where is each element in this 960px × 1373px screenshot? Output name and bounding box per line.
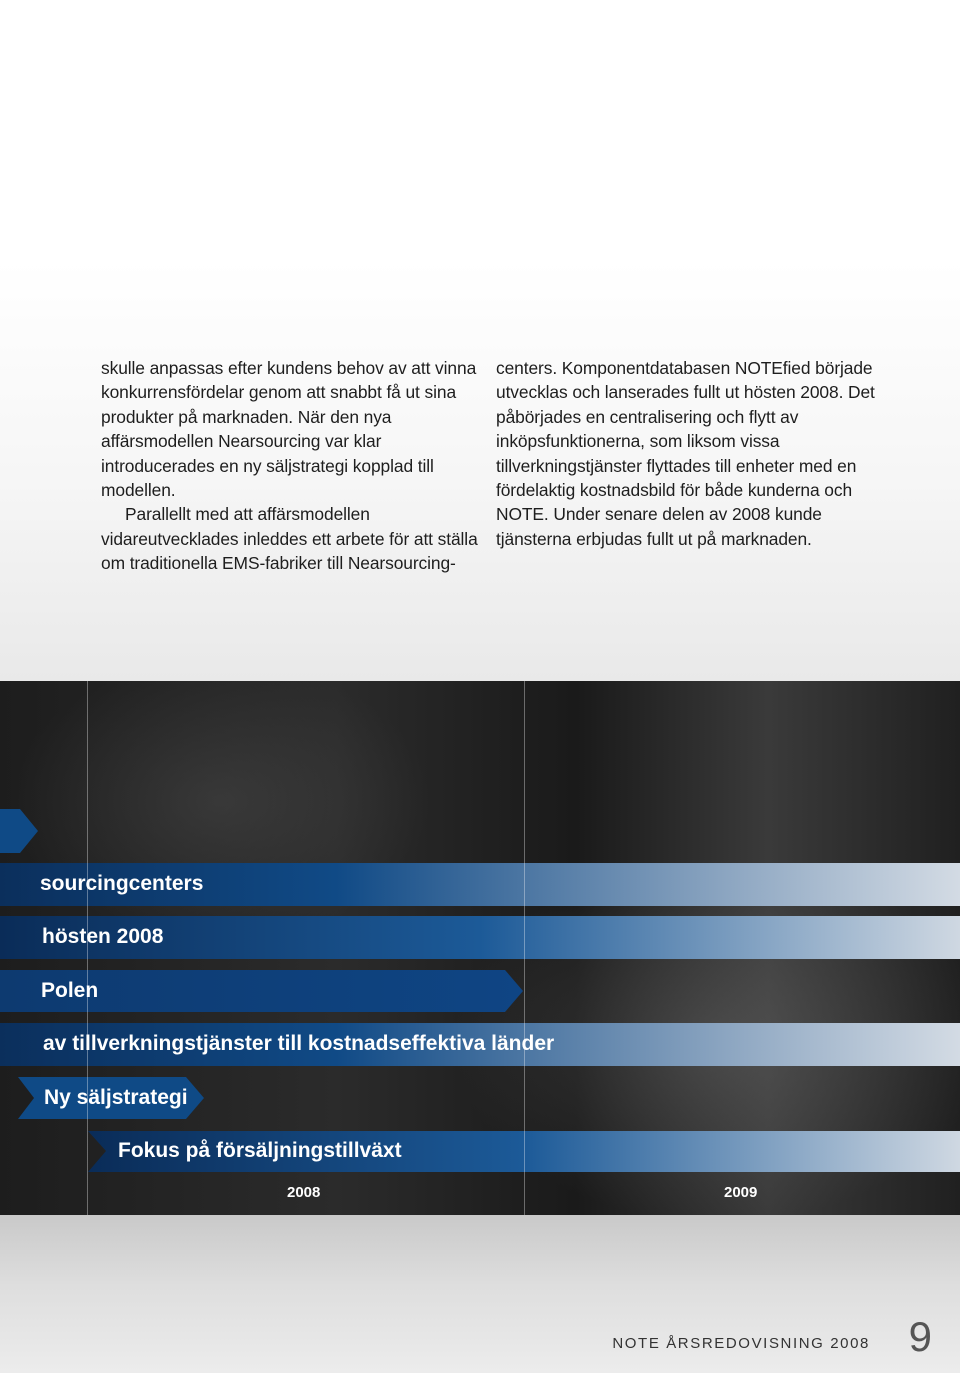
- report-title: NOTE ÅRSREDOVISNING 2008: [612, 1335, 870, 1352]
- paragraph: Parallellt med att affärsmodellen vidareutvecklades inleddes ett arbete för att ställa om traditionella EMS-fabriker till Nearsourcing-: [101, 504, 478, 574]
- band-label: av tillverkningstjänster till kostnadseffektiva länder: [43, 1032, 555, 1055]
- band-label: sourcingcenters: [40, 872, 204, 895]
- band-label: hösten 2008: [42, 925, 164, 948]
- page-number: 9: [908, 1313, 932, 1360]
- paragraph: centers. Komponentdatabasen NOTEfied började utvecklas och lanserades fullt ut hösten 2008. Det påbörjades en centralisering och flytt av inköpsfunktionerna, som liksom vissa tillverkningstjänster flyttades till enheter med en fördelaktig kostnadsbild för både kunderna och NOTE. Under senare delen av 2008 kunde tjänsterna erbjudas fullt ut på marknaden.: [496, 358, 875, 549]
- band-label: Fokus på försäljningstillväxt: [118, 1139, 402, 1162]
- year-label: 2008: [287, 1184, 321, 1201]
- text-column-right: [496, 356, 886, 551]
- arrow-tab: [0, 809, 38, 853]
- timeline-graphic: [0, 681, 960, 1215]
- timeline-divider: [524, 681, 525, 1215]
- band-label: Polen: [41, 979, 99, 1002]
- text-column-left: [101, 356, 481, 576]
- paragraph: skulle anpassas efter kundens behov av att vinna konkurrensfördelar genom att snabbt få ut sina produkter på marknaden. När den nya affärsmodellen Nearsourcing var klar introducerades en ny säljstrategi kopplad till modellen.: [101, 358, 477, 501]
- band-label: Ny säljstrategi: [44, 1086, 188, 1109]
- year-label: 2009: [724, 1184, 758, 1201]
- page-footer: [0, 1215, 960, 1373]
